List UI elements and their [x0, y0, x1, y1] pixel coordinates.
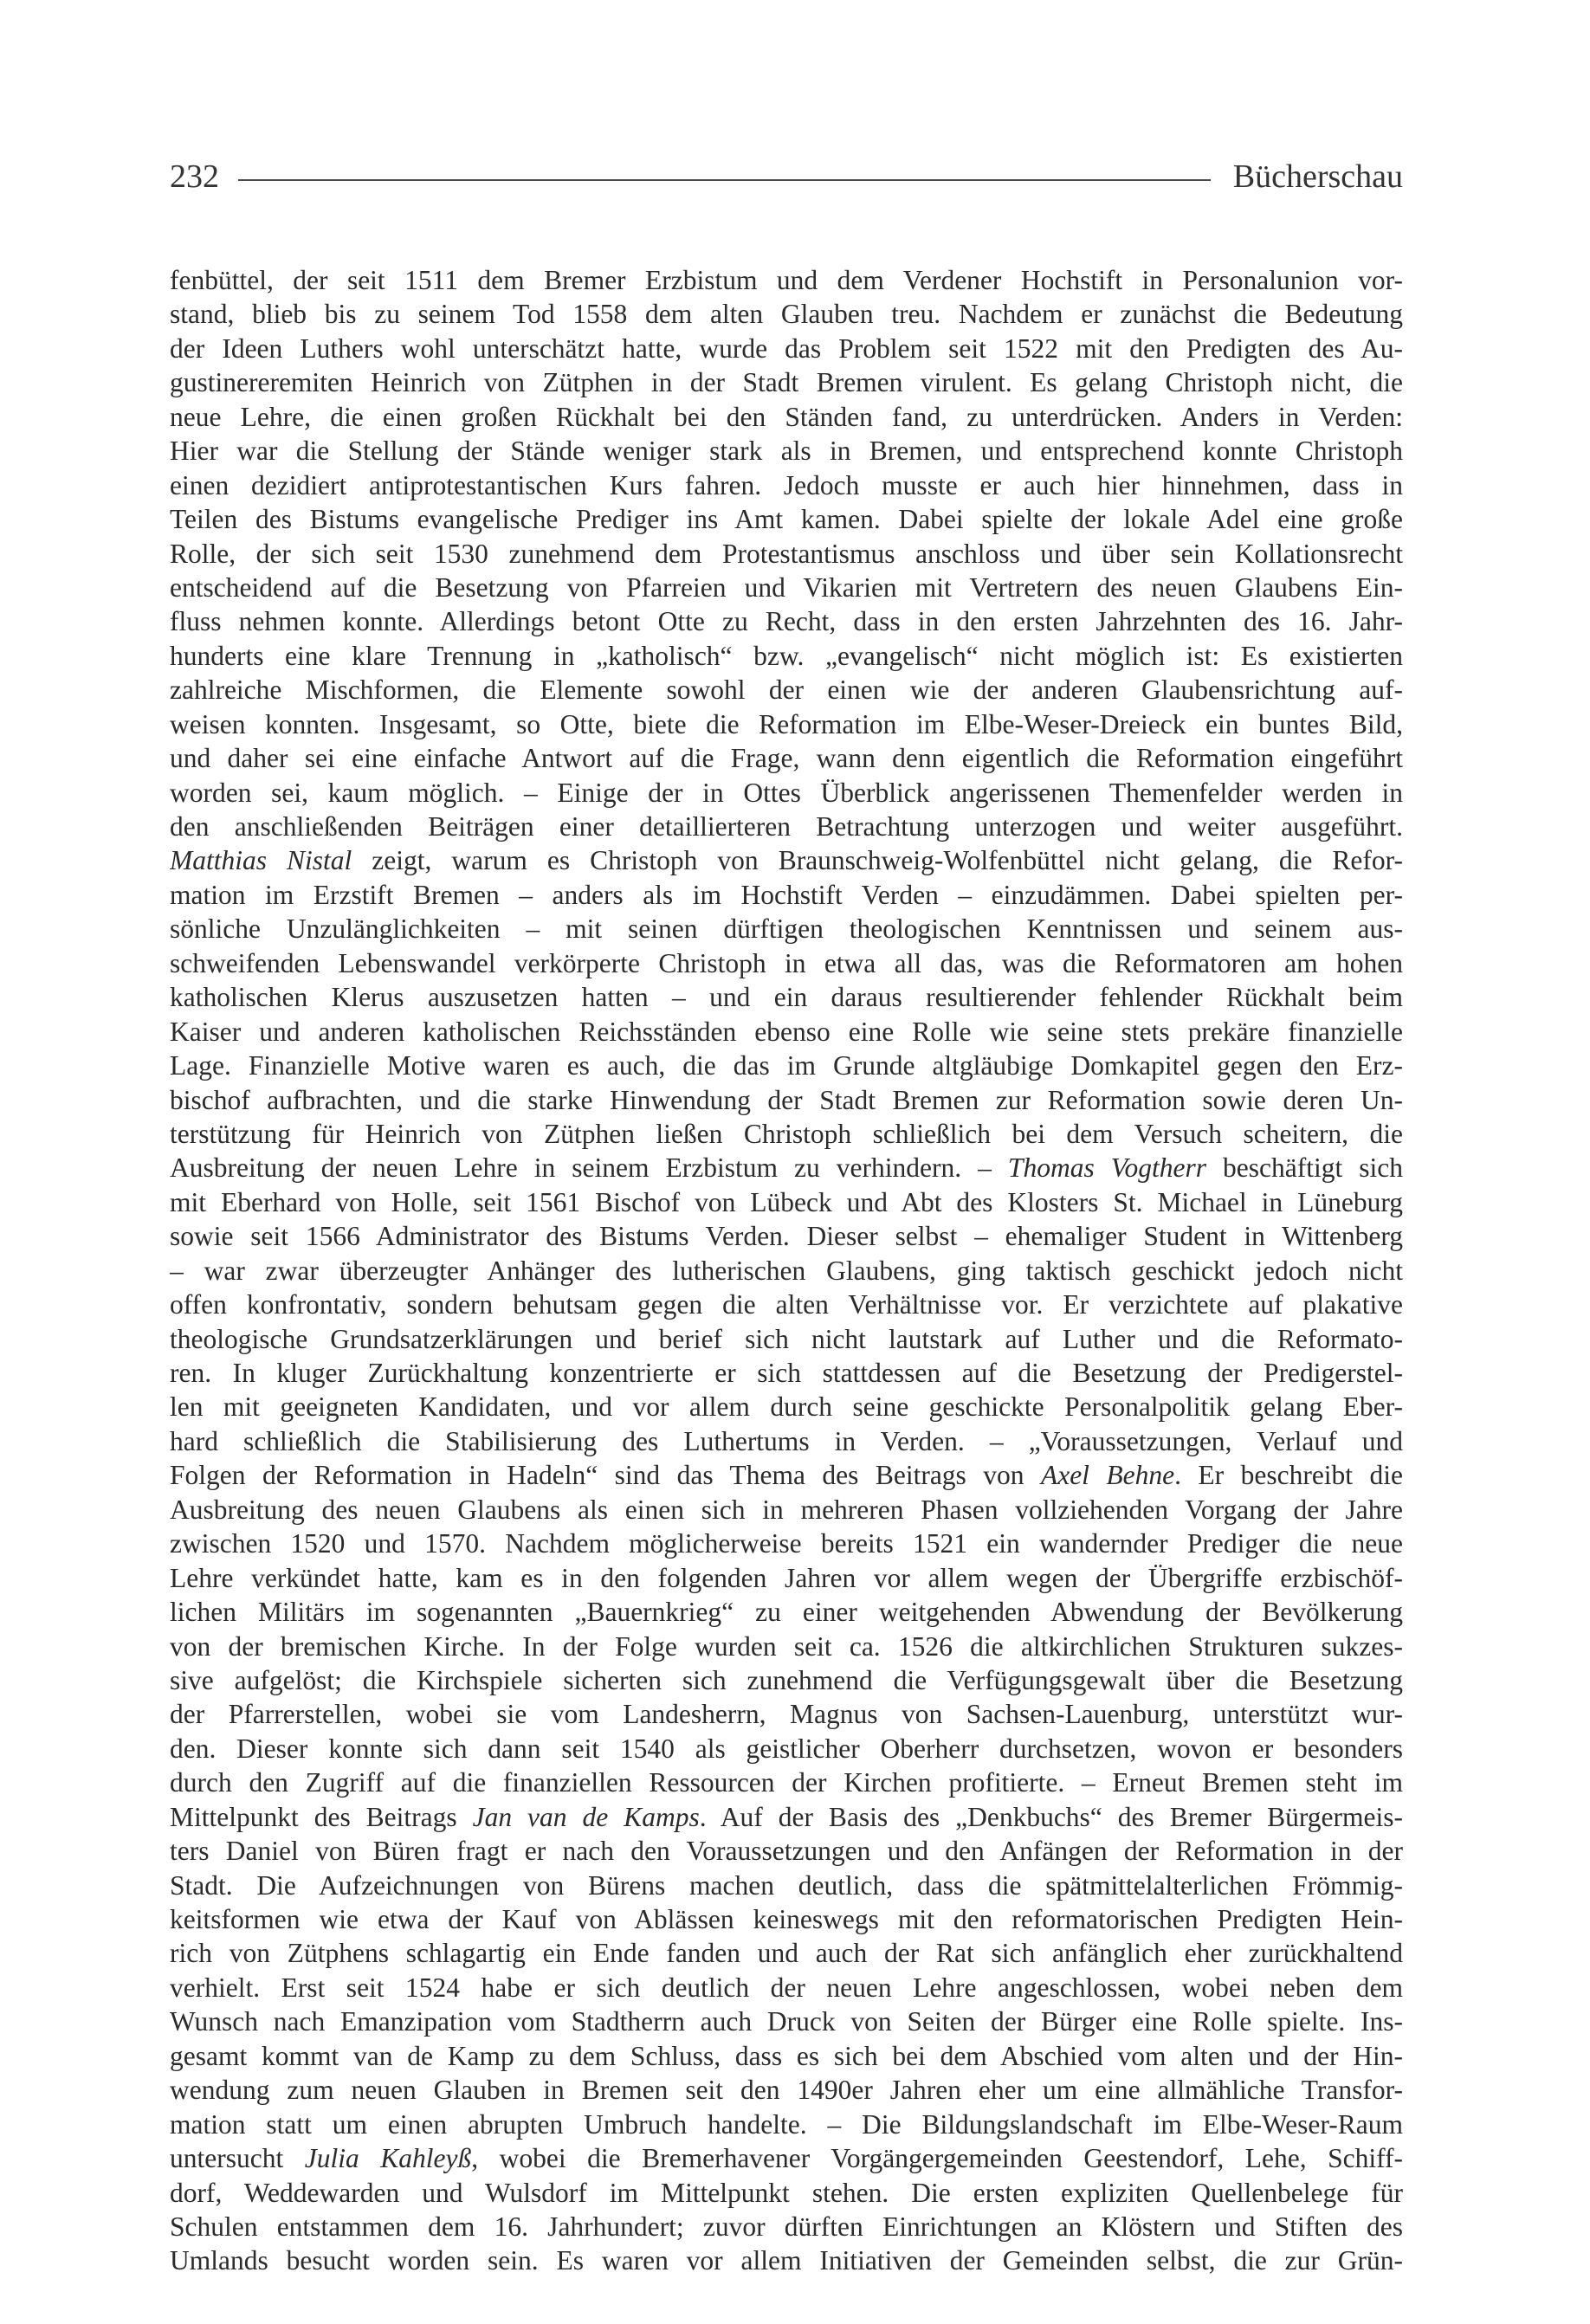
line-text: terstützung für Heinrich von Zütphen ließen Christoph schließlich bei dem Versuch scheitern, die: [170, 1118, 1403, 1149]
line-text: zahlreiche Mischformen, die Elemente sowohl der einen wie der anderen Glaubensrichtung auf-: [170, 675, 1403, 706]
line-text: Kaiser und anderen katholischen Reichsständen ebenso eine Rolle wie seine stets prekäre finanzielle: [170, 1016, 1403, 1047]
line-text: sive aufgelöst; die Kirchspiele sicherten sich zunehmend die Verfügungsgewalt über die Besetzung: [170, 1664, 1403, 1695]
line-text: – war zwar überzeugter Anhänger des lutherischen Glaubens, ging taktisch geschickt jedoch nicht: [170, 1255, 1403, 1286]
text-line: [170, 1936, 1403, 1970]
text-line: [170, 1663, 1403, 1697]
author-name: Thomas Vogtherr: [1007, 1152, 1206, 1184]
line-text: ters Daniel von Büren fragt er nach den Voraussetzungen und den Anfängen der Reformation in der: [170, 1836, 1403, 1867]
text-line: [170, 1015, 1403, 1049]
line-text: neue Lehre, die einen großen Rückhalt bei den Ständen fand, zu unterdrücken. Anders in Verden:: [170, 401, 1403, 432]
running-head: Bücherschau: [1232, 158, 1403, 195]
text-line: [170, 980, 1403, 1014]
text-line: [170, 2039, 1403, 2073]
text-line: [170, 1697, 1403, 1731]
line-text: Folgen der Reformation in Hadeln“ sind das Thema des Beitrags von: [170, 1460, 1041, 1491]
text-line: [170, 673, 1403, 707]
line-text: der Ideen Luthers wohl unterschätzt hatte, wurde das Problem seit 1522 mit den Predigten des Au-: [170, 332, 1403, 364]
text-line: [170, 639, 1403, 673]
text-line: [170, 2210, 1403, 2243]
text-line: [170, 468, 1403, 502]
text-line: [170, 1083, 1403, 1117]
line-text: . Auf der Basis des „Denkbuchs“ des Bremer Bürgermeis-: [699, 1801, 1403, 1832]
line-text: worden sei, kaum möglich. – Einige der in Ottes Überblick angerissenen Themenfelder werden in: [170, 777, 1403, 808]
line-text: zeigt, warum es Christoph von Braunschweig-Wolfenbüttel nicht gelang, die Refor-: [352, 845, 1403, 876]
text-line: [170, 1902, 1403, 1936]
author-name: Matthias Nistal: [170, 845, 352, 876]
line-text: rich von Zütphens schlagartig ein Ende fanden und auch der Rat sich anfänglich eher zurückhaltend: [170, 1938, 1403, 1969]
line-text: durch den Zugriff auf die finanziellen Ressourcen der Kirchen profitierte. – Erneut Bremen steht im: [170, 1767, 1403, 1798]
text-line: [170, 2243, 1403, 2277]
line-text: mit Eberhard von Holle, seit 1561 Bischof von Lübeck und Abt des Klosters St. Michael in Lüneburg: [170, 1186, 1403, 1217]
text-line: [170, 604, 1403, 638]
text-line: [170, 843, 1403, 877]
line-text: von der bremischen Kirche. In der Folge wurden seit ca. 1526 die altkirchlichen Strukturen sukzes-: [170, 1630, 1403, 1662]
text-line: [170, 1185, 1403, 1219]
line-text: , wobei die Bremerhavener Vorgängergemeinden Geestendorf, Lehe, Schiff-: [471, 2143, 1403, 2174]
text-line: [170, 1527, 1403, 1560]
text-line: [170, 1117, 1403, 1151]
text-line: [170, 1049, 1403, 1082]
text-line: [170, 707, 1403, 741]
line-text: untersucht: [170, 2143, 305, 2174]
line-text: sowie seit 1566 Administrator des Bistums Verden. Dieser selbst – ehemaliger Student in Wittenberg: [170, 1221, 1403, 1252]
text-line: [170, 741, 1403, 775]
author-name: Jan van de Kamps: [472, 1801, 700, 1832]
line-text: gustinereremiten Heinrich von Zütphen in der Stadt Bremen virulent. Es gelang Christoph nicht, die: [170, 367, 1403, 398]
line-text: Rolle, der sich seit 1530 zunehmend dem Protestantismus anschloss und über sein Kollationsrecht: [170, 538, 1403, 569]
line-text: . Er beschreibt die: [1174, 1460, 1403, 1491]
text-line: [170, 1971, 1403, 2004]
text-line: [170, 1732, 1403, 1766]
text-line: [170, 1254, 1403, 1288]
line-text: Lage. Finanzielle Motive waren es auch, die das im Grunde altgläubige Domkapitel gegen den Erz-: [170, 1050, 1403, 1081]
text-line: [170, 878, 1403, 912]
text-line: [170, 332, 1403, 365]
line-text: lichen Militärs im sogenannten „Bauernkrieg“ zu einer weitgehenden Abwendung der Bevölkerung: [170, 1597, 1403, 1628]
text-line: [170, 1390, 1403, 1423]
text-line: [170, 912, 1403, 946]
line-text: offen konfrontativ, sondern behutsam gegen die alten Verhältnisse vor. Er verzichtete auf plakative: [170, 1289, 1403, 1320]
line-text: bischof aufbrachten, und die starke Hinwendung der Stadt Bremen zur Reformation sowie deren Un-: [170, 1084, 1403, 1115]
text-line: [170, 1356, 1403, 1390]
text-line: [170, 400, 1403, 434]
text-line: [170, 1424, 1403, 1458]
line-text: stand, blieb bis zu seinem Tod 1558 dem alten Glauben treu. Nachdem er zunächst die Bedeutung: [170, 299, 1403, 330]
text-line: [170, 365, 1403, 399]
line-text: einen dezidiert antiprotestantischen Kurs fahren. Jedoch musste er auch hier hinnehmen, dass in: [170, 469, 1403, 500]
line-text: fluss nehmen konnte. Allerdings betont Otte zu Recht, dass in den ersten Jahrzehnten des 16. Jahr-: [170, 606, 1403, 637]
text-line: [170, 297, 1403, 331]
line-text: Umlands besucht worden sein. Es waren vor allem Initiativen der Gemeinden selbst, die zur Grün-: [170, 2245, 1403, 2276]
line-text: wendung zum neuen Glauben in Bremen seit den 1490er Jahren eher um eine allmähliche Transfor-: [170, 2075, 1403, 2106]
text-line: [170, 1595, 1403, 1629]
line-text: hard schließlich die Stabilisierung des Luthertums in Verden. – „Voraussetzungen, Verlauf und: [170, 1425, 1403, 1456]
text-line: [170, 1766, 1403, 1799]
line-text: schweifenden Lebenswandel verkörperte Christoph in etwa all das, was die Reformatoren am hohen: [170, 947, 1403, 978]
text-line: [170, 1288, 1403, 1321]
text-line: [170, 1800, 1403, 1834]
line-text: Wunsch nach Emanzipation vom Stadtherrn auch Druck von Seiten der Bürger eine Rolle spielte. Ins-: [170, 2006, 1403, 2037]
author-name: Axel Behne: [1040, 1460, 1175, 1491]
text-line: [170, 2108, 1403, 2141]
line-text: und daher sei eine einfache Antwort auf die Frage, wann denn eigentlich die Reformation eingeführt: [170, 743, 1403, 774]
line-text: Schulen entstammen dem 16. Jahrhundert; zuvor dürften Einrichtungen an Klöstern und Stiften des: [170, 2211, 1403, 2242]
body-text: [170, 263, 1403, 2278]
line-text: entscheidend auf die Besetzung von Pfarreien und Vikarien mit Vertretern des neuen Glaubens Ein-: [170, 571, 1403, 603]
text-line: [170, 2073, 1403, 2107]
text-line: [170, 776, 1403, 810]
text-line: [170, 1219, 1403, 1253]
line-text: den. Dieser konnte sich dann seit 1540 als geistlicher Oberherr durchsetzen, wovon er besonders: [170, 1733, 1403, 1764]
line-text: mation im Erzstift Bremen – anders als im Hochstift Verden – einzudämmen. Dabei spielten per-: [170, 879, 1403, 910]
text-line: [170, 1869, 1403, 1902]
line-text: Hier war die Stellung der Stände weniger stark als in Bremen, und entsprechend konnte Christoph: [170, 436, 1403, 467]
line-text: sönliche Unzulänglichkeiten – mit seinen dürftigen theologischen Kenntnissen und seinem aus-: [170, 913, 1403, 945]
line-text: hunderts eine klare Trennung in „katholisch“ bzw. „evangelisch“ nicht möglich ist: Es existierten: [170, 640, 1403, 671]
line-text: weisen konnten. Insgesamt, so Otte, biete die Reformation im Elbe-Weser-Dreieck ein buntes Bild,: [170, 708, 1403, 739]
text-line: [170, 1834, 1403, 1868]
text-line: [170, 571, 1403, 604]
line-text: Stadt. Die Aufzeichnungen von Bürens machen deutlich, dass die spätmittelalterlichen Frömmig-: [170, 1869, 1403, 1901]
text-line: [170, 1151, 1403, 1185]
line-text: katholischen Klerus auszusetzen hatten – und ein daraus resultierender fehlender Rückhalt beim: [170, 982, 1403, 1013]
text-line: [170, 1322, 1403, 1356]
author-name: Julia Kahleyß: [304, 2143, 472, 2174]
text-line: [170, 502, 1403, 536]
line-text: dorf, Weddewarden und Wulsdorf im Mittelpunkt stehen. Die ersten expliziten Quellenbelege für: [170, 2177, 1403, 2208]
text-line: [170, 1561, 1403, 1595]
line-text: Ausbreitung der neuen Lehre in seinem Erzbistum zu verhindern. –: [170, 1152, 1008, 1184]
text-line: [170, 1630, 1403, 1663]
line-text: theologische Grundsatzerklärungen und berief sich nicht lautstark auf Luther und die Reformato-: [170, 1323, 1403, 1354]
text-line: [170, 263, 1403, 297]
line-text: verhielt. Erst seit 1524 habe er sich deutlich der neuen Lehre angeschlossen, wobei neben dem: [170, 1972, 1403, 2003]
line-text: ren. In kluger Zurückhaltung konzentrierte er sich stattdessen auf die Besetzung der Predigerstel-: [170, 1358, 1403, 1388]
line-text: gesamt kommt van de Kamp zu dem Schluss, dass es sich bei dem Abschied vom alten und der Hin-: [170, 2040, 1403, 2071]
line-text: Lehre verkündet hatte, kam es in den folgenden Jahren vor allem wegen der Übergriffe erzbischöf-: [170, 1562, 1403, 1593]
line-text: beschäftigt sich: [1205, 1152, 1403, 1184]
line-text: der Pfarrerstellen, wobei sie vom Landesherrn, Magnus von Sachsen-Lauenburg, unterstützt wur-: [170, 1699, 1403, 1730]
text-line: [170, 1493, 1403, 1527]
line-text: fenbüttel, der seit 1511 dem Bremer Erzbistum und dem Verdener Hochstift in Personalunion vor-: [170, 265, 1403, 295]
text-line: [170, 2176, 1403, 2210]
line-text: keitsformen wie etwa der Kauf von Ablässen keineswegs mit den reformatorischen Predigten Hein-: [170, 1904, 1403, 1934]
line-text: Mittelpunkt des Beitrags: [170, 1801, 473, 1832]
line-text: len mit geeigneten Kandidaten, und vor allem durch seine geschickte Personalpolitik gelang Eber-: [170, 1391, 1403, 1423]
text-line: [170, 2004, 1403, 2038]
header-rule: [238, 179, 1211, 181]
page-header: [170, 154, 1403, 199]
line-text: Teilen des Bistums evangelische Prediger ins Amt kamen. Dabei spielte der lokale Adel eine große: [170, 504, 1403, 535]
line-text: Ausbreitung des neuen Glaubens als einen sich in mehreren Phasen vollziehenden Vorgang der Jahre: [170, 1494, 1403, 1525]
line-text: mation statt um einen abrupten Umbruch handelte. – Die Bildungslandschaft im Elbe-Weser-Raum: [170, 2108, 1403, 2140]
text-line: [170, 946, 1403, 980]
text-line: [170, 2141, 1403, 2175]
page-number: 232: [170, 158, 219, 195]
text-line: [170, 810, 1403, 843]
line-text: den anschließenden Beiträgen einer detaillierteren Betrachtung unterzogen und weiter ausgeführt.: [170, 811, 1403, 842]
text-line: [170, 434, 1403, 468]
line-text: zwischen 1520 und 1570. Nachdem möglicherweise bereits 1521 ein wandernder Prediger die neue: [170, 1528, 1403, 1559]
text-line: [170, 537, 1403, 571]
text-line: [170, 1458, 1403, 1492]
